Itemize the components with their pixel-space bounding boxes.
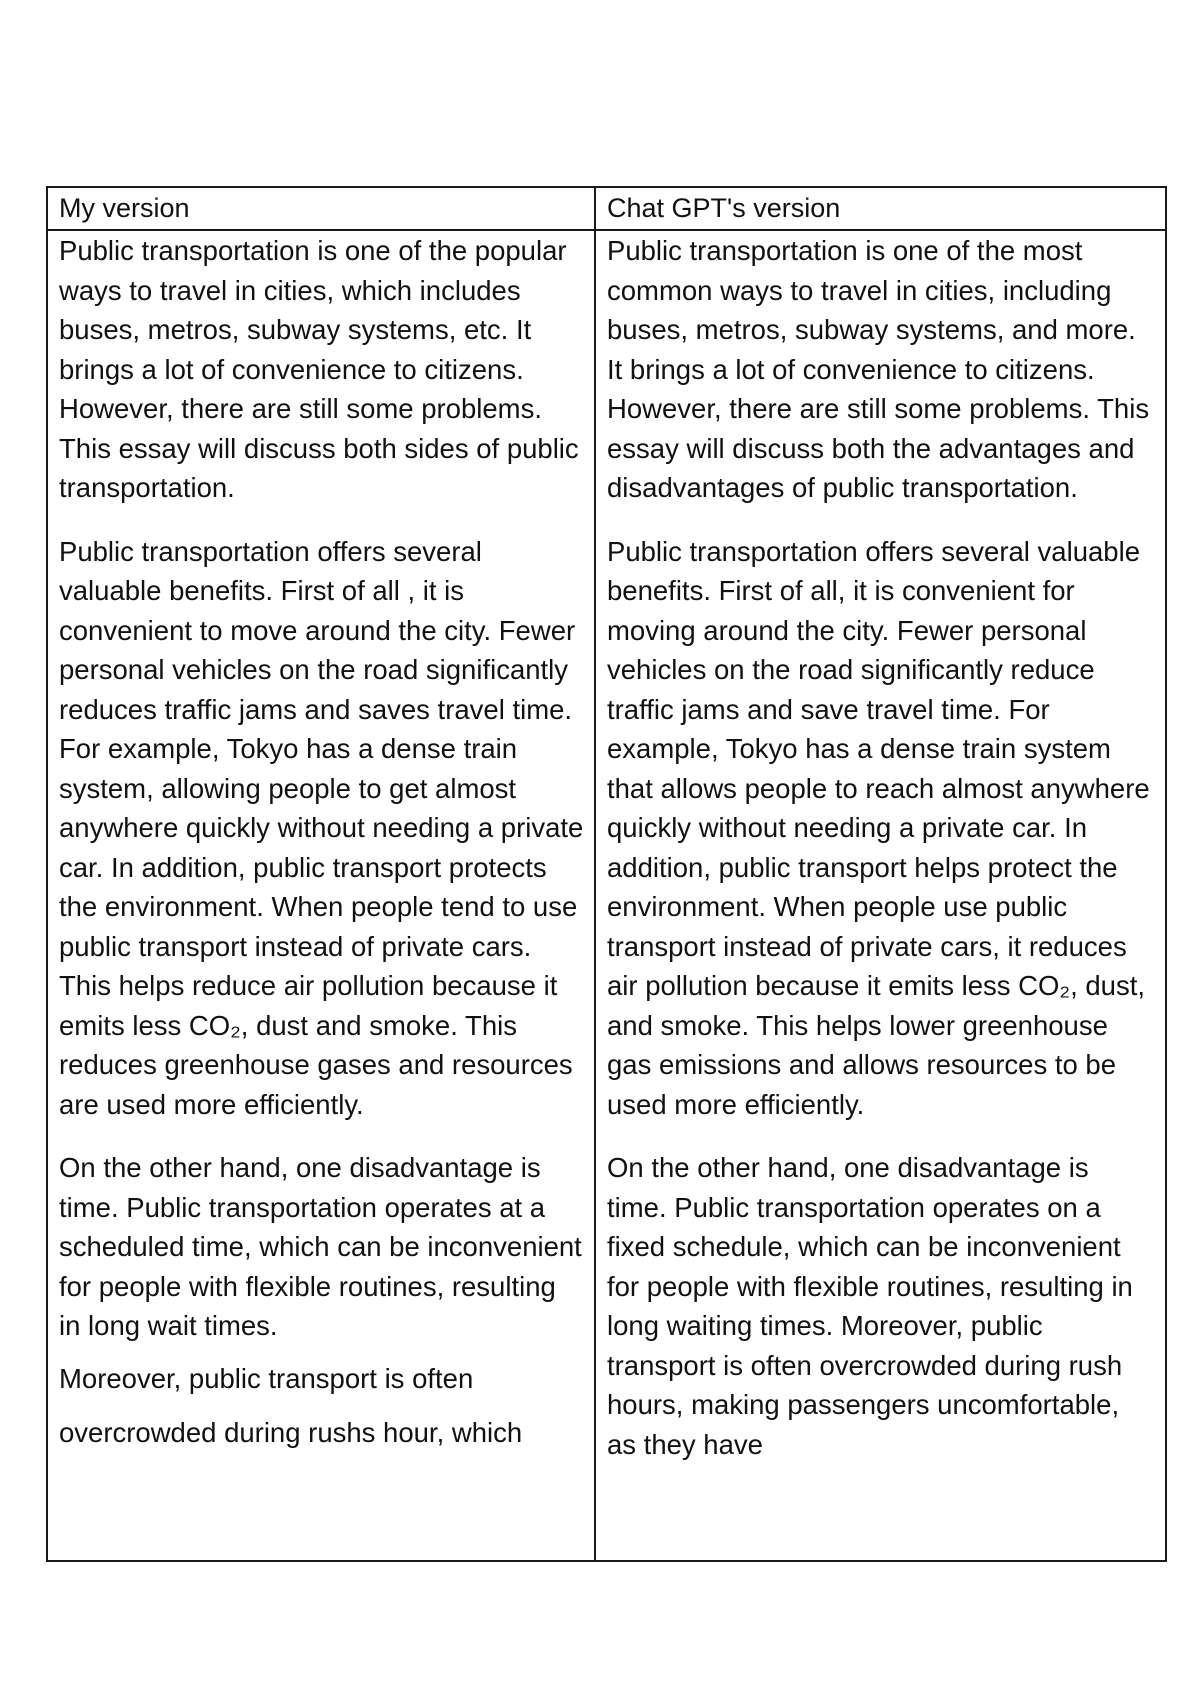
my-version-paragraph-benefits: Public transportation offers several valuable benefits. First of all , it is convenient to move around the city. Fewer personal vehicles on the road significantly reduces traffic jams and saves travel time. For example, Tokyo has a dense train system, allowing people to get almost anywhere quickly without needing a private car. In addition, public transport protects the environment. When people tend to use public transport instead of private cars. This helps reduce air pollution because it emits less CO₂, dust and smoke. This reduces greenhouse gases and resources are used more efficiently. bbox=[59, 535, 584, 1120]
table-body-row bbox=[47, 230, 1166, 1561]
header-my-version: My version bbox=[47, 187, 595, 230]
chatgpt-version-paragraph-benefits: Public transportation offers several valuable benefits. First of all, it is convenient for moving around the city. Fewer personal vehicles on the road significantly reduce traffic jams and save travel time. For example, Tokyo has a dense train system that allows people to reach almost anywhere quickly without needing a private car. In addition, public transport helps protect the environment. When people use public transport instead of private cars, it reduces air pollution because it emits less CO₂, dust, and smoke. This helps lower greenhouse gas emissions and allows resources to be used more efficiently. bbox=[607, 535, 1150, 1120]
my-version-cell bbox=[47, 230, 595, 1561]
chatgpt-version-paragraph-intro: Public transportation is one of the most common ways to travel in cities, including buses, metros, subway systems, and more. It brings a lot of convenience to citizens. However, there are still some problems. This essay will discuss both the advantages and disadvantages of public transportation. bbox=[607, 235, 1150, 503]
chatgpt-version-paragraph-disadvantage: On the other hand, one disadvantage is time. Public transportation operates on a fixed schedule, which can be inconvenient for people with flexible routines, resulting in long waiting times. Moreover, public transport is often overcrowded during rush hours, making passengers uncomfortable, as they have bbox=[607, 1152, 1133, 1460]
my-version-paragraph-intro: Public transportation is one of the popular ways to travel in cities, which includes buses, metros, subway systems, etc. It brings a lot of convenience to citizens. However, there are still some problems. This essay will discuss both sides of public transportation. bbox=[59, 235, 579, 503]
table-header-row bbox=[47, 187, 1166, 230]
my-version-paragraph-disadvantage: On the other hand, one disadvantage is time. Public transportation operates at a scheduled time, which can be inconvenient for people with flexible routines, resulting in long wait times. bbox=[59, 1152, 582, 1341]
header-chatgpt-version: Chat GPT's version bbox=[595, 187, 1166, 230]
comparison-table bbox=[46, 186, 1167, 1562]
my-version-paragraph-overcrowded: Moreover, public transport is often overcrowded during rushs hour, which bbox=[59, 1362, 523, 1448]
chatgpt-version-cell bbox=[595, 230, 1166, 1561]
